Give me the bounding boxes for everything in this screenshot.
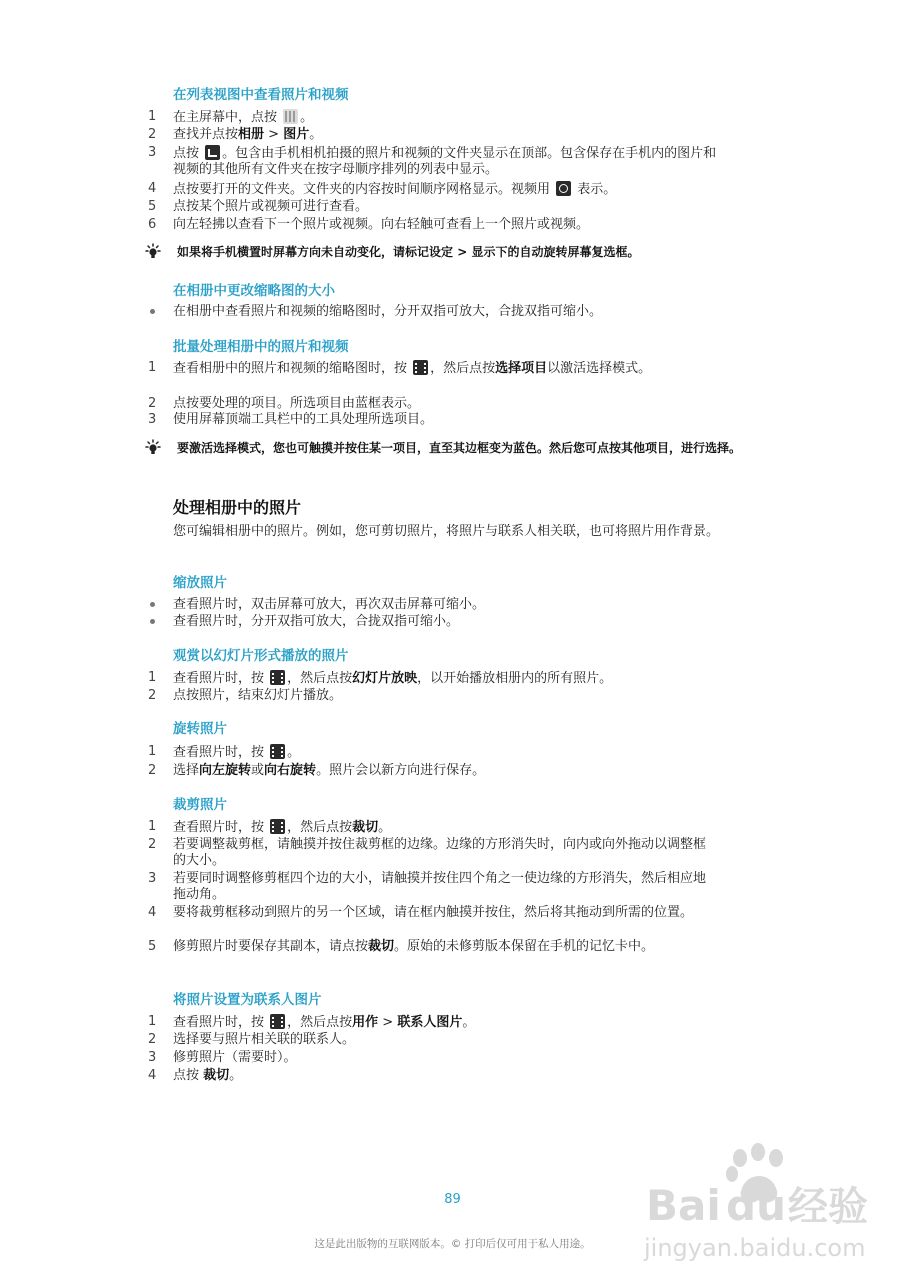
step-text: 若要同时调整修剪框四个边的大小，请触摸并按住四个角之一使边缘的方形消失，然后相应地拖动角。 (173, 871, 707, 902)
list-item (0, 597, 905, 615)
step-number: 3 (148, 412, 157, 427)
list-item (0, 744, 905, 762)
list-item (0, 109, 905, 127)
svg-text:du: du (726, 1181, 786, 1230)
step-number: 2 (148, 396, 157, 411)
list-item (0, 1032, 905, 1050)
list-item (0, 217, 905, 235)
svg-text:jingyan.baidu.com: jingyan.baidu.com (644, 1234, 866, 1262)
step-text: 向左轻拂以查看下一个照片或视频。向右轻触可查看上一个照片或视频。 (173, 217, 590, 232)
step-number: 1 (148, 1014, 157, 1029)
list-item (0, 181, 905, 199)
step-number: 1 (148, 109, 157, 124)
folder-view-icon (205, 145, 220, 160)
step-text: 查看照片时，按 。 (173, 745, 301, 760)
step-text: 点按某个照片或视频可进行查看。 (173, 199, 369, 214)
list-item (0, 819, 905, 837)
list-item (0, 614, 905, 632)
step-number: 2 (148, 837, 157, 852)
step-number: 4 (148, 1068, 157, 1083)
step-number: 3 (148, 145, 157, 160)
step-text: 使用屏幕顶端工具栏中的工具处理所选项目。 (173, 412, 434, 427)
bullet-dot (150, 619, 155, 624)
step-text: 若要调整裁剪框，请触摸并按住裁剪框的边缘。边缘的方形消失时，向内或向外拖动以调整框的大小。 (173, 837, 707, 868)
list-item (0, 1068, 905, 1086)
step-number: 6 (148, 217, 157, 232)
step-text: 查找并点按相册 > 图片。 (173, 127, 323, 142)
step-text: 选择要与照片相关联的联系人。 (173, 1032, 356, 1047)
bullet-text: 查看照片时，双击屏幕可放大，再次双击屏幕可缩小。 (173, 597, 486, 612)
intro-paragraph: 您可编辑相册中的照片。例如，您可剪切照片，将照片与联系人相关联，也可将照片用作背景。 (173, 524, 720, 539)
section-title-crop: 裁剪照片 (173, 797, 227, 813)
step-text: 修剪照片（需要时）。 (173, 1050, 297, 1065)
step-number: 4 (148, 181, 157, 196)
list-item (0, 905, 905, 939)
menu-icon (270, 819, 285, 834)
step-text: 在主屏幕中，点按 。 (173, 110, 314, 125)
section-title-batch: 批量处理相册中的照片和视频 (173, 339, 349, 355)
step-text: 点按要打开的文件夹。文件夹的内容按时间顺序网格显示。视频用 表示。 (173, 182, 617, 197)
step-number: 2 (148, 688, 157, 703)
step-number: 3 (148, 871, 157, 886)
bullet-dot (150, 309, 155, 314)
list-item (0, 127, 905, 145)
list-item (0, 837, 905, 871)
step-text: 查看照片时，按 ，然后点按幻灯片放映，以开始播放相册内的所有照片。 (173, 671, 613, 686)
section-title-contact: 将照片设置为联系人图片 (173, 992, 322, 1008)
heading-photos: 处理相册中的照片 (173, 498, 302, 517)
page-number: 89 (444, 1192, 461, 1207)
step-text: 要将裁剪框移动到照片的另一个区域，请在框内触摸并按住，然后将其拖动到所需的位置。 (173, 905, 694, 920)
tip-text: 如果将手机横置时屏幕方向未自动变化，请标记设定 > 显示下的自动旋转屏幕复选框。 (177, 245, 640, 259)
list-item (0, 670, 905, 688)
step-text: 查看照片时，按 ，然后点按用作 > 联系人图片。 (173, 1015, 476, 1030)
footer-note: 这是此出版物的互联网版本。© 打印后仅可用于私人用途。 (314, 1238, 591, 1250)
list-item (0, 412, 905, 430)
step-text: 点按照片，结束幻灯片播放。 (173, 688, 343, 703)
bullet-text: 在相册中查看照片和视频的缩略图时，分开双指可放大，合拢双指可缩小。 (173, 304, 603, 319)
list-item (0, 688, 905, 706)
tip-lightbulb-icon (144, 243, 162, 261)
step-number: 5 (148, 199, 157, 214)
step-number: 3 (148, 1050, 157, 1065)
step-text: 点按 裁切。 (173, 1068, 243, 1083)
step-number: 1 (148, 744, 157, 759)
video-play-icon (556, 181, 571, 196)
step-text: 查看照片时，按 ，然后点按裁切。 (173, 820, 392, 835)
step-number: 1 (148, 360, 157, 375)
step-text: 选择向左旋转或向右旋转。照片会以新方向进行保存。 (173, 763, 486, 778)
menu-icon (413, 360, 428, 375)
list-item (0, 145, 905, 179)
tip-text: 要激活选择模式，您也可触摸并按住某一项目，直至其边框变为蓝色。然后您可点按其他项目，进行选择。 (177, 441, 742, 455)
svg-text:Bai: Bai (646, 1181, 721, 1230)
menu-icon (270, 1014, 285, 1029)
step-number: 4 (148, 905, 157, 920)
step-text: 点按 。包含由手机相机拍摄的照片和视频的文件夹显示在顶部。包含保存在手机内的图片和视频的其他所有文件夹在按字母顺序排列的列表中显示。 (173, 146, 717, 177)
bullet-dot (150, 602, 155, 607)
step-text: 查看相册中的照片和视频的缩略图时，按 ，然后点按选择项目以激活选择模式。 (173, 361, 652, 376)
list-item (0, 304, 905, 322)
step-number: 1 (148, 670, 157, 685)
section-title-zoom: 缩放照片 (173, 575, 227, 591)
list-item (0, 939, 905, 973)
step-number: 2 (148, 1032, 157, 1047)
list-item (0, 871, 905, 905)
step-text: 点按要处理的项目。所选项目由蓝框表示。 (173, 396, 421, 411)
list-item (0, 1050, 905, 1068)
menu-icon (270, 670, 285, 685)
baidu-jingyan-watermark (640, 1140, 900, 1275)
app-grid-icon (283, 109, 298, 124)
step-text: 修剪照片时要保存其副本，请点按裁切。原始的未修剪版本保留在手机的记忆卡中。 (173, 939, 655, 954)
section-title-list-view: 在列表视图中查看照片和视频 (173, 87, 349, 103)
menu-icon (270, 744, 285, 759)
bullet-text: 查看照片时，分开双指可放大，合拢双指可缩小。 (173, 614, 460, 629)
section-title-slideshow: 观赏以幻灯片形式播放的照片 (173, 648, 349, 664)
step-number: 2 (148, 763, 157, 778)
list-item (0, 1014, 905, 1032)
svg-text:经验: 经验 (788, 1184, 868, 1230)
tip-lightbulb-icon (144, 439, 162, 457)
list-item (0, 763, 905, 781)
step-number: 1 (148, 819, 157, 834)
list-item (0, 360, 905, 394)
list-item (0, 199, 905, 217)
step-number: 5 (148, 939, 157, 954)
section-title-thumbnail-size: 在相册中更改缩略图的大小 (173, 283, 335, 299)
section-title-rotate: 旋转照片 (173, 721, 227, 737)
step-number: 2 (148, 127, 157, 142)
